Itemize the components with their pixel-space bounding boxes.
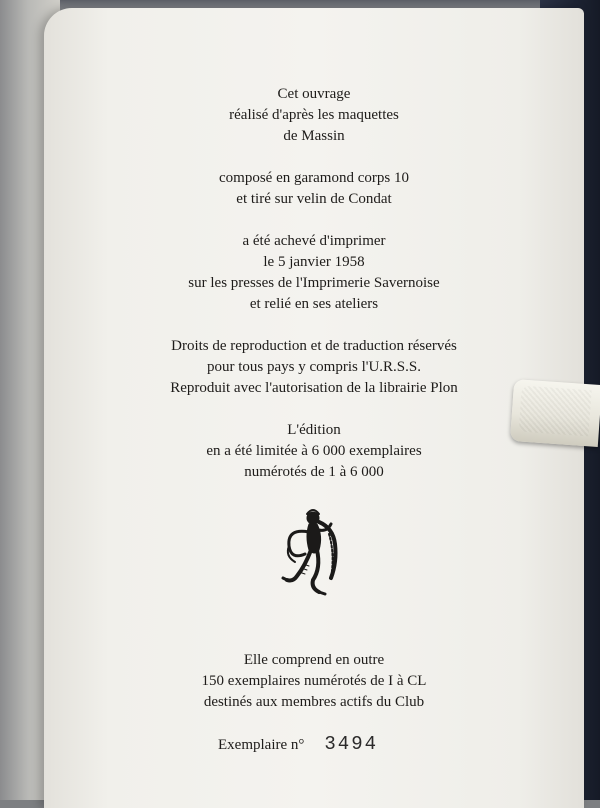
text-line: et relié en ses ateliers [249, 296, 379, 312]
text-line: destinés aux membres actifs du Club [203, 694, 425, 710]
text-line: numérotés de 1 à 6 000 [244, 464, 384, 480]
credits-block [44, 84, 584, 147]
text-line: le 5 janvier 1958 [263, 254, 365, 270]
text-line: Elle comprend en outre [243, 652, 385, 668]
special-copies-block [44, 650, 584, 713]
colophon-text [44, 84, 584, 756]
text-line: pour tous pays y compris l'U.R.S.S. [207, 359, 421, 375]
rights-block [44, 336, 584, 399]
text-line: en a été limitée à 6 000 exemplaires [206, 443, 422, 459]
text-line: 150 exemplaires numérotés de I à CL [201, 673, 427, 689]
copy-number: 3494 [324, 733, 378, 755]
printer-mark [44, 504, 584, 610]
printing-block [44, 231, 584, 315]
text-line: Droits de reproduction et de traduction réservés [171, 338, 457, 354]
printer-mark-icon [279, 504, 349, 604]
text-line: réalisé d'après les maquettes [229, 107, 399, 123]
text-line: composé en garamond corps 10 [219, 170, 409, 186]
copy-label: Exemplaire n° [218, 737, 305, 753]
text-line: et tiré sur velin de Condat [236, 191, 392, 207]
text-line: L'édition [287, 422, 341, 438]
text-line: a été achevé d'imprimer [242, 233, 386, 249]
text-line: de Massin [283, 128, 345, 144]
copy-number-line [28, 734, 568, 756]
edition-block [44, 420, 584, 483]
text-line: sur les presses de l'Imprimerie Savernoise [188, 275, 440, 291]
typesetting-block [44, 168, 584, 210]
text-line: Cet ouvrage [277, 86, 351, 102]
text-line: Reproduit avec l'autorisation de la librairie Plon [170, 380, 458, 396]
